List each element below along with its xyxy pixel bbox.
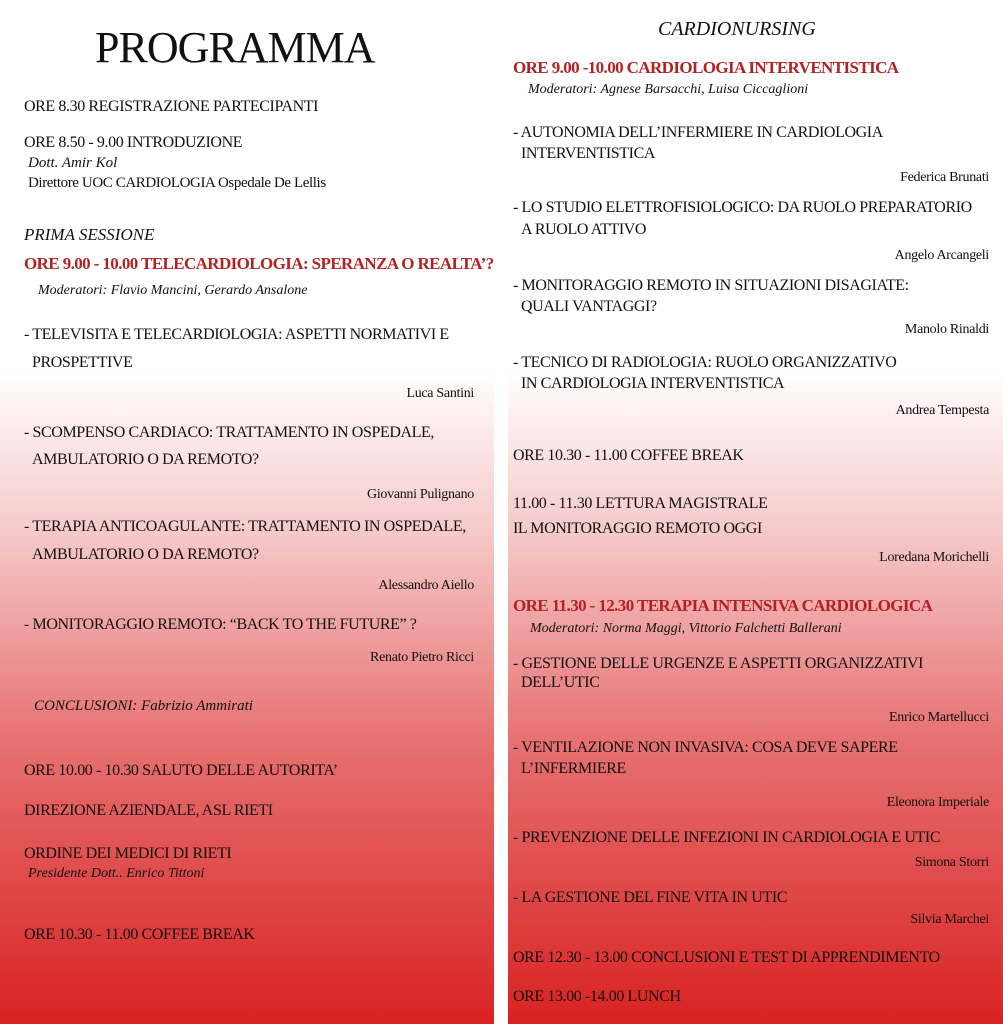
talk-speaker: Simona Storri [914,855,989,870]
talk-line: - LA GESTIONE DEL FINE VITA IN UTIC [513,889,788,906]
talk-line: AMBULATORIO O DA REMOTO? [32,451,259,468]
lettura-magistrale: 11.00 - 11.30 LETTURA MAGISTRALE [513,495,768,512]
registrazione: ORE 8.30 REGISTRAZIONE PARTECIPANTI [24,98,319,115]
left-column [0,0,494,1024]
talk-speaker: Manolo Rinaldi [904,322,989,337]
talk-speaker: Giovanni Pulignano [367,487,474,502]
talk-line: IN CARDIOLOGIA INTERVENTISTICA [521,375,785,392]
lunch: ORE 13.00 -14.00 LUNCH [513,988,681,1005]
session-moderators: Moderatori: Flavio Mancini, Gerardo Ansalone [38,283,308,298]
talk-speaker: Alessandro Aiello [378,578,474,593]
lettura-title: IL MONITORAGGIO REMOTO OGGI [513,520,762,537]
talk-line: AMBULATORIO O DA REMOTO? [32,546,259,563]
intro-speaker: Dott. Amir Kol [28,155,118,171]
direzione-aziendale: DIREZIONE AZIENDALE, ASL RIETI [24,802,273,819]
cardionursing-title: CARDIONURSING [658,18,816,40]
talk-line: - MONITORAGGIO REMOTO: “BACK TO THE FUTURE” ? [24,616,417,633]
talk-line: - TELEVISITA E TELECARDIOLOGIA: ASPETTI NORMATIVI E [24,326,449,343]
talk-line: - AUTONOMIA DELL’INFERMIERE IN CARDIOLOGIA [513,124,883,141]
talk-line: DELL’UTIC [521,674,600,691]
talk-speaker: Luca Santini [406,386,474,401]
talk-line: - TERAPIA ANTICOAGULANTE: TRATTAMENTO IN OSPEDALE, [24,518,466,535]
conclusioni-test: ORE 12.30 - 13.00 CONCLUSIONI E TEST DI APPRENDIMENTO [513,949,940,966]
session1-moderators: Moderatori: Agnese Barsacchi, Luisa Ciccaglioni [528,82,809,97]
programma-title: PROGRAMMA [95,23,375,72]
lettura-speaker: Loredana Morichelli [879,550,989,565]
talk-line: L’INFERMIERE [521,760,626,777]
session-title: ORE 9.00 - 10.00 TELECARDIOLOGIA: SPERANZA O REALTA’? [24,254,494,273]
talk-line: - PREVENZIONE DELLE INFEZIONI IN CARDIOLOGIA E UTIC [513,829,941,846]
talk-line: - GESTIONE DELLE URGENZE E ASPETTI ORGANIZZATIVI [513,655,924,672]
talk-speaker: Federica Brunati [900,170,989,185]
coffee-break: ORE 10.30 - 11.00 COFFEE BREAK [513,447,744,464]
talk-line: - LO STUDIO ELETTROFISIOLOGICO: DA RUOLO PREPARATORIO [513,199,972,216]
introduzione: ORE 8.50 - 9.00 INTRODUZIONE [24,134,243,151]
conclusioni: CONCLUSIONI: Fabrizio Ammirati [34,698,253,714]
session-label: PRIMA SESSIONE [24,225,155,244]
coffee-break: ORE 10.30 - 11.00 COFFEE BREAK [24,926,255,943]
presidente: Presidente Dott.. Enrico Tittoni [28,866,205,881]
intro-role: Direttore UOC CARDIOLOGIA Ospedale De Lellis [28,175,326,191]
session2-moderators: Moderatori: Norma Maggi, Vittorio Falchetti Ballerani [530,621,842,636]
talk-speaker: Eleonora Imperiale [886,795,989,810]
talk-line: - MONITORAGGIO REMOTO IN SITUAZIONI DISAGIATE: [513,277,909,294]
saluto-autorita: ORE 10.00 - 10.30 SALUTO DELLE AUTORITA’ [24,762,338,779]
talk-speaker: Enrico Martellucci [889,710,989,725]
talk-line: PROSPETTIVE [32,354,133,371]
right-column [508,0,1003,1024]
talk-speaker: Angelo Arcangeli [894,248,989,263]
talk-line: QUALI VANTAGGI? [521,298,657,315]
session1-title: ORE 9.00 -10.00 CARDIOLOGIA INTERVENTISTICA [513,58,899,77]
session2-title: ORE 11.30 - 12.30 TERAPIA INTENSIVA CARDIOLOGICA [513,596,933,615]
talk-line: A RUOLO ATTIVO [521,221,647,238]
talk-line: - VENTILAZIONE NON INVASIVA: COSA DEVE SAPERE [513,739,898,756]
ordine-medici: ORDINE DEI MEDICI DI RIETI [24,845,232,862]
talk-speaker: Renato Pietro Ricci [370,650,474,665]
talk-speaker: Silvia Marchei [910,912,989,927]
talk-line: - TECNICO DI RADIOLOGIA: RUOLO ORGANIZZATIVO [513,354,897,371]
talk-line: - SCOMPENSO CARDIACO: TRATTAMENTO IN OSPEDALE, [24,424,434,441]
talk-speaker: Andrea Tempesta [895,403,989,418]
talk-line: INTERVENTISTICA [521,145,656,162]
